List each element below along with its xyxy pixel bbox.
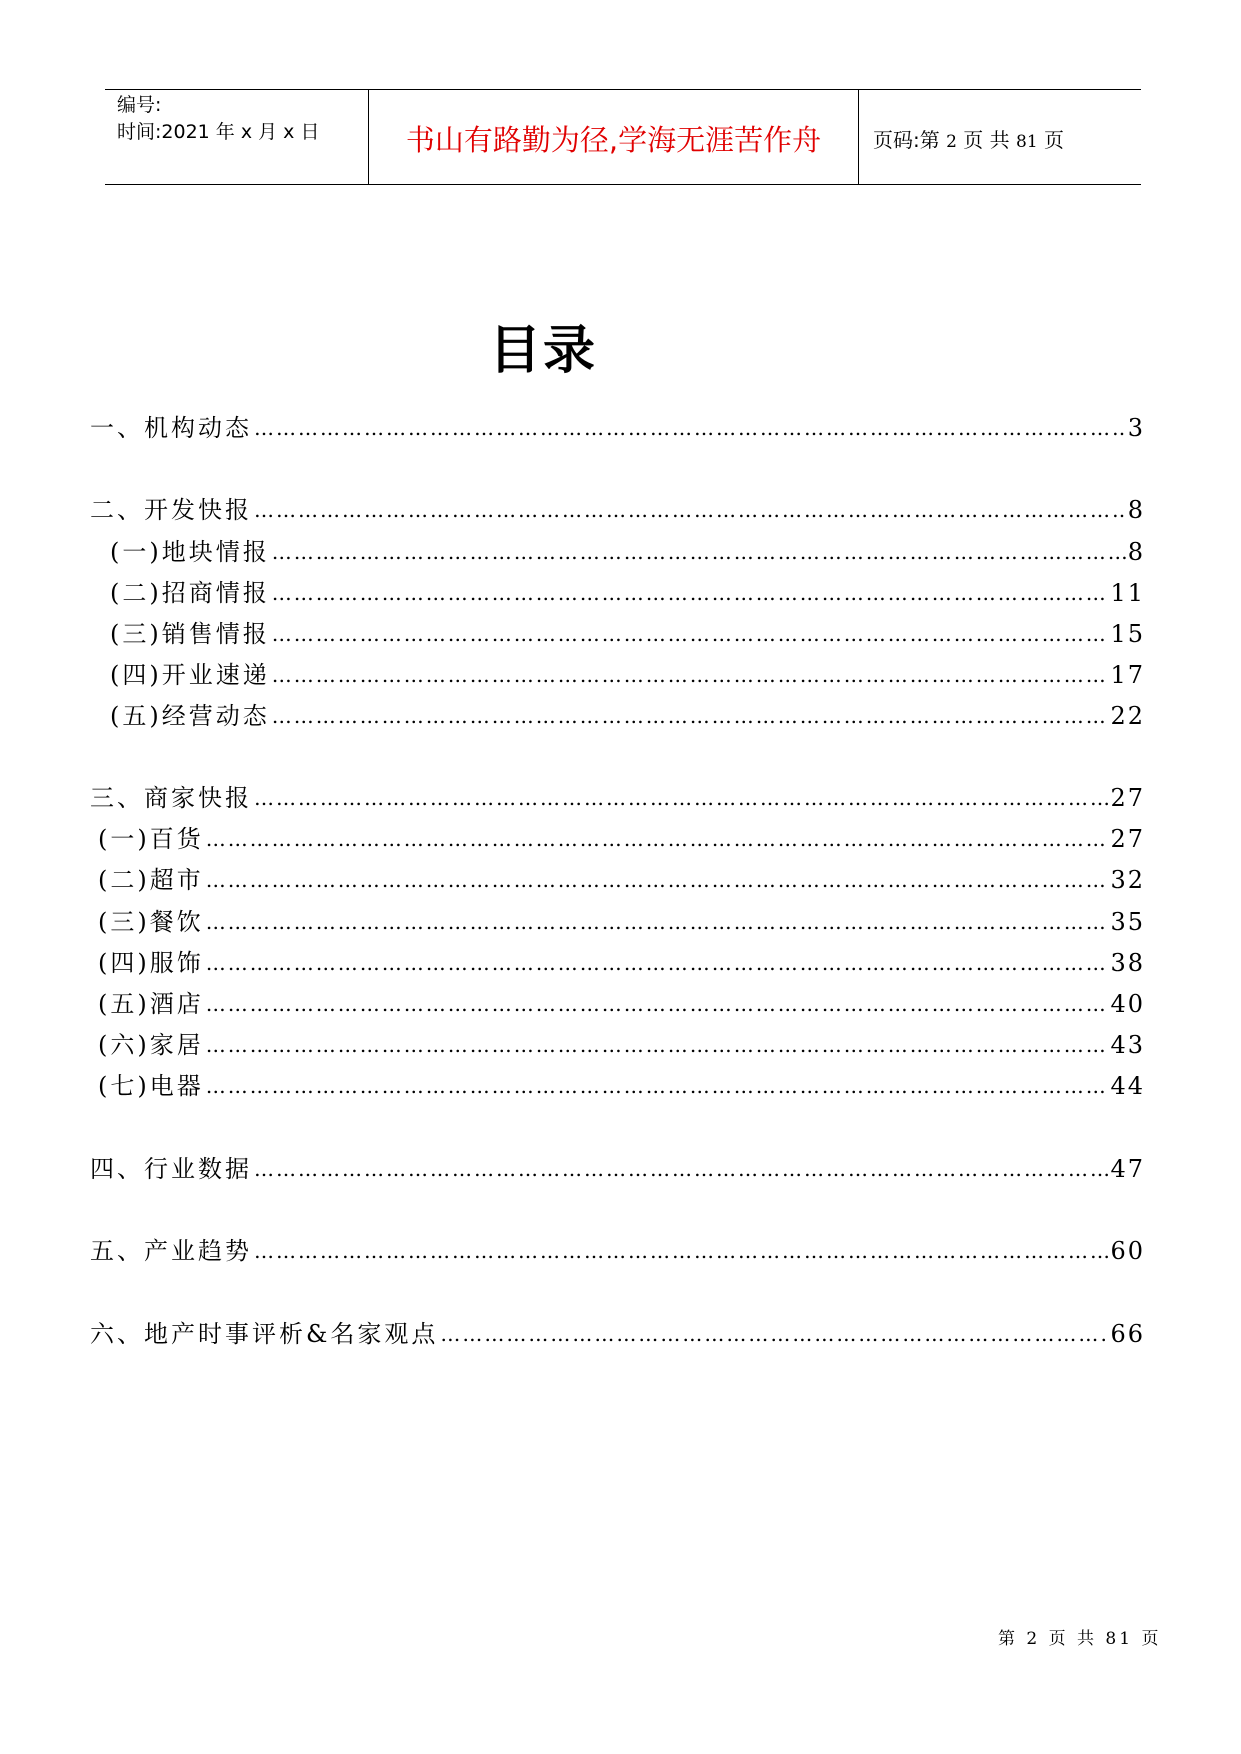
toc-entry[interactable] [110, 577, 1145, 609]
toc-leader-dots [272, 659, 1109, 691]
toc-leader-dots [272, 536, 1126, 568]
toc-entry[interactable] [110, 618, 1145, 650]
toc-entry-label: 五、产业趋势 [90, 1237, 252, 1265]
toc-leader-dots [254, 494, 1126, 526]
toc-entry-label: (五)经营动态 [110, 702, 270, 730]
toc-entry-label: 三、商家快报 [90, 784, 252, 812]
toc-entry-label: (六)家居 [98, 1031, 204, 1059]
toc-leader-dots [254, 1153, 1108, 1185]
toc-leader-dots [254, 1235, 1108, 1267]
toc-leader-dots [440, 1318, 1108, 1350]
toc-entry[interactable] [90, 494, 1145, 526]
toc-entry-page: 35 [1110, 908, 1145, 936]
toc-entry[interactable] [98, 1029, 1145, 1061]
toc-leader-dots [206, 1070, 1109, 1102]
toc-entry-page: 15 [1110, 620, 1145, 648]
toc-entry[interactable] [90, 782, 1145, 814]
toc-entry[interactable] [98, 1070, 1145, 1102]
toc-entry-page: 3 [1127, 414, 1145, 442]
toc-entry-label: (四)开业速递 [110, 661, 270, 689]
toc-entry-page: 38 [1110, 949, 1145, 977]
toc-entry[interactable] [110, 536, 1145, 568]
document-time-label: 时间:2021 年 x 月 x 日 [117, 121, 320, 143]
toc-entry-page: 43 [1110, 1031, 1145, 1059]
page-total: 81 [1016, 132, 1038, 152]
toc-leader-dots [206, 947, 1109, 979]
toc-entry-label: (二)招商情报 [110, 579, 270, 607]
toc-entry[interactable] [98, 988, 1145, 1020]
toc-entry[interactable] [98, 823, 1145, 855]
toc-entry-label: (三)销售情报 [110, 620, 270, 648]
toc-entry-page: 22 [1110, 702, 1145, 730]
toc-entry-page: 27 [1110, 784, 1145, 812]
toc-entry-page: 32 [1110, 866, 1145, 894]
toc-entry[interactable] [90, 1153, 1145, 1185]
toc-entry[interactable] [98, 906, 1145, 938]
toc-entry[interactable] [110, 700, 1145, 732]
toc-entry-page: 17 [1110, 661, 1145, 689]
toc-entry[interactable] [90, 1235, 1145, 1267]
toc-entry-label: 一、机构动态 [90, 414, 252, 442]
toc-entry-page: 44 [1110, 1072, 1145, 1100]
toc-entry[interactable] [90, 1318, 1145, 1350]
toc-entry-label: 二、开发快报 [90, 496, 252, 524]
page-suffix: 页 [1044, 128, 1065, 152]
toc-leader-dots [272, 700, 1109, 732]
page-prefix: 页码:第 [873, 128, 940, 152]
toc-entry-page: 66 [1110, 1320, 1145, 1348]
toc-leader-dots [206, 906, 1109, 938]
toc-entry-label: (三)餐饮 [98, 908, 204, 936]
toc-leader-dots [254, 782, 1108, 814]
toc-leader-dots [272, 577, 1109, 609]
toc-entry-label: (一)百货 [98, 825, 204, 853]
page-title: 目录 [488, 321, 597, 381]
toc-entry-page: 60 [1110, 1237, 1145, 1265]
toc-entry-label: 六、地产时事评析&名家观点 [90, 1320, 439, 1348]
toc-entry-page: 27 [1110, 825, 1145, 853]
toc-entry-page: 8 [1127, 538, 1145, 566]
toc-entry-label: 四、行业数据 [90, 1155, 252, 1183]
toc-leader-dots [206, 1029, 1109, 1061]
toc-entry[interactable] [110, 659, 1145, 691]
toc-leader-dots [206, 864, 1109, 896]
document-number-label: 编号: [117, 94, 162, 116]
toc-entry-page: 11 [1110, 579, 1145, 607]
toc-entry-label: (四)服饰 [98, 949, 204, 977]
toc-entry-label: (五)酒店 [98, 990, 204, 1018]
toc-entry[interactable] [98, 947, 1145, 979]
toc-entry[interactable] [98, 864, 1145, 896]
toc-leader-dots [254, 412, 1126, 444]
toc-entry-label: (二)超市 [98, 866, 204, 894]
toc-entry-label: (一)地块情报 [110, 538, 270, 566]
page-middle: 页 共 [963, 128, 1010, 152]
toc-entry[interactable] [90, 412, 1145, 444]
toc-leader-dots [206, 823, 1109, 855]
toc-entry-page: 8 [1127, 496, 1145, 524]
page-current: 2 [946, 132, 957, 152]
toc-leader-dots [272, 618, 1109, 650]
toc-leader-dots [206, 988, 1109, 1020]
toc-entry-page: 47 [1110, 1155, 1145, 1183]
header-motto: 书山有路勤为径,学海无涯苦作舟 [405, 123, 822, 157]
page-footer: 第 2 页 共 81 页 [998, 1629, 1162, 1649]
toc-entry-page: 40 [1110, 990, 1145, 1018]
toc-entry-label: (七)电器 [98, 1072, 204, 1100]
